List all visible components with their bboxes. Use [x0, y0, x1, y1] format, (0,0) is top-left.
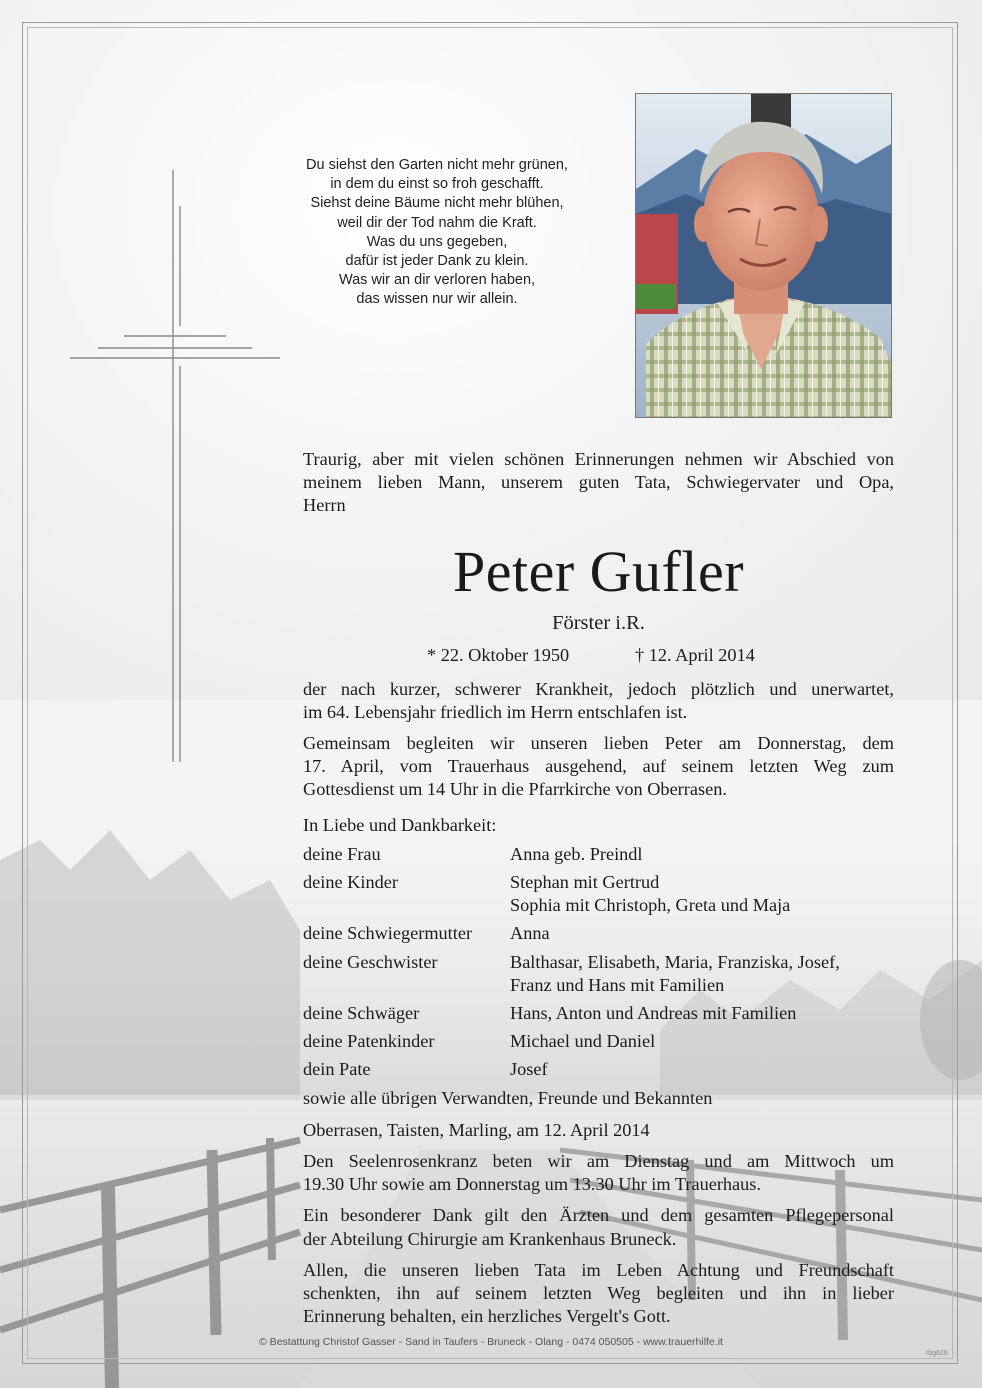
- death-date: † 12. April 2014: [635, 644, 755, 665]
- poem-line: Du siehst den Garten nicht mehr grünen,: [306, 157, 568, 173]
- poem-line: Was du uns gegeben,: [366, 233, 508, 250]
- thanks-staff-paragraph: [303, 1204, 894, 1250]
- relative-role: deine Patenkinder: [303, 1031, 435, 1052]
- life-dates: [303, 644, 894, 670]
- thanks-all-paragraph: [303, 1259, 894, 1329]
- intro-line: Traurig, aber mit vielen schönen Erinnerungen nehmen wir Abschied von: [303, 449, 894, 469]
- text-line: der nach kurzer, schwerer Krankheit, jedoch plötzlich und unerwartet,: [303, 678, 894, 699]
- poem-line: dafür ist jeder Dank zu klein.: [345, 253, 529, 270]
- text-line: Allen, die unseren lieben Tata im Leben Achtung und Freundschaft: [303, 1259, 894, 1280]
- relative-names: Josef: [510, 1059, 548, 1080]
- place-date: Oberrasen, Taisten, Marling, am 12. April 2014: [303, 1119, 650, 1140]
- relative-names: Anna: [510, 923, 550, 944]
- poem-line: Was wir an dir verloren haben,: [338, 272, 536, 289]
- relative-role: deine Kinder: [303, 872, 398, 893]
- funeral-paragraph: [303, 732, 894, 802]
- relatives-list: [303, 843, 894, 1082]
- cross-icon: [70, 170, 282, 770]
- text-line: 19.30 Uhr sowie am Donnerstag um 13.30 Uhr im Trauerhaus.: [303, 1174, 761, 1195]
- intro-line: Herrn: [303, 495, 346, 516]
- birth-date: * 22. Oktober 1950: [427, 644, 570, 665]
- text-line: 17. April, vom Trauerhaus ausgehend, auf seinem letzten Weg zum: [303, 756, 894, 777]
- relative-role: deine Frau: [303, 843, 381, 864]
- relative-names: Balthasar, Elisabeth, Maria, Franziska, Josef,: [510, 951, 840, 972]
- relative-names: Anna geb. Preindl: [510, 843, 643, 864]
- relative-names: Sophia mit Christoph, Greta und Maja: [510, 895, 791, 916]
- text-line: Gottesdienst um 14 Uhr in die Pfarrkirche von Oberrasen.: [303, 779, 727, 800]
- relative-role: deine Schwiegermutter: [303, 923, 473, 944]
- relative-names: Michael und Daniel: [510, 1031, 656, 1052]
- text-line: Ein besonderer Dank gilt den Ärzten und dem gesamten Pflegepersonal: [303, 1205, 894, 1226]
- obituary-text: [303, 448, 894, 1328]
- intro-line: meinem lieben Mann, unserem guten Tata, Schwiegervater und Opa,: [303, 472, 894, 493]
- text-line: im 64. Lebensjahr friedlich im Herrn entschlafen ist.: [303, 701, 688, 722]
- text-line: Gemeinsam begleiten wir unseren lieben Peter am Donnerstag, dem: [303, 733, 894, 754]
- mourners-heading: In Liebe und Dankbarkeit:: [303, 814, 497, 835]
- funeral-home-footer: © Bestattung Christof Gasser - Sand in Taufers - Bruneck - Olang - 0474 050505 - www.trauerhilfe.it: [259, 1336, 723, 1348]
- rosary-paragraph: [303, 1150, 894, 1196]
- memorial-poem: [275, 156, 599, 310]
- poem-line: das wissen nur wir allein.: [356, 291, 518, 308]
- text-line: Den Seelenrosenkranz beten wir am Dienstag und am Mittwoch um: [303, 1151, 894, 1172]
- relative-role: dein Pate: [303, 1059, 371, 1080]
- relative-role: deine Schwäger: [303, 1003, 420, 1024]
- relative-role: deine Geschwister: [303, 951, 438, 972]
- relative-names: Franz und Hans mit Familien: [510, 974, 725, 995]
- relative-names: Stephan mit Gertrud: [510, 872, 660, 893]
- deceased-name: Peter Gufler: [452, 538, 745, 604]
- text-line: Erinnerung behalten, ein herzliches Vergelt's Gott.: [303, 1306, 671, 1327]
- template-code: rbg626: [926, 1350, 948, 1357]
- text-line: der Abteilung Chirurgie am Krankenhaus Bruneck.: [303, 1228, 677, 1249]
- deceased-title: Förster i.R.: [552, 611, 645, 634]
- passing-paragraph: [303, 678, 894, 724]
- poem-line: Siehst deine Bäume nicht mehr blühen,: [310, 195, 564, 212]
- text-line: schenkten, ihn auf seinem letzten Weg begleiten und ihn in lieber: [303, 1283, 894, 1304]
- others-line: sowie alle übrigen Verwandten, Freunde und Bekannten: [303, 1087, 713, 1108]
- poem-line: in dem du einst so froh geschafft.: [330, 176, 544, 193]
- relative-names: Hans, Anton und Andreas mit Familien: [510, 1003, 797, 1024]
- portrait-photo: [635, 93, 892, 418]
- poem-line: weil dir der Tod nahm die Kraft.: [337, 214, 537, 231]
